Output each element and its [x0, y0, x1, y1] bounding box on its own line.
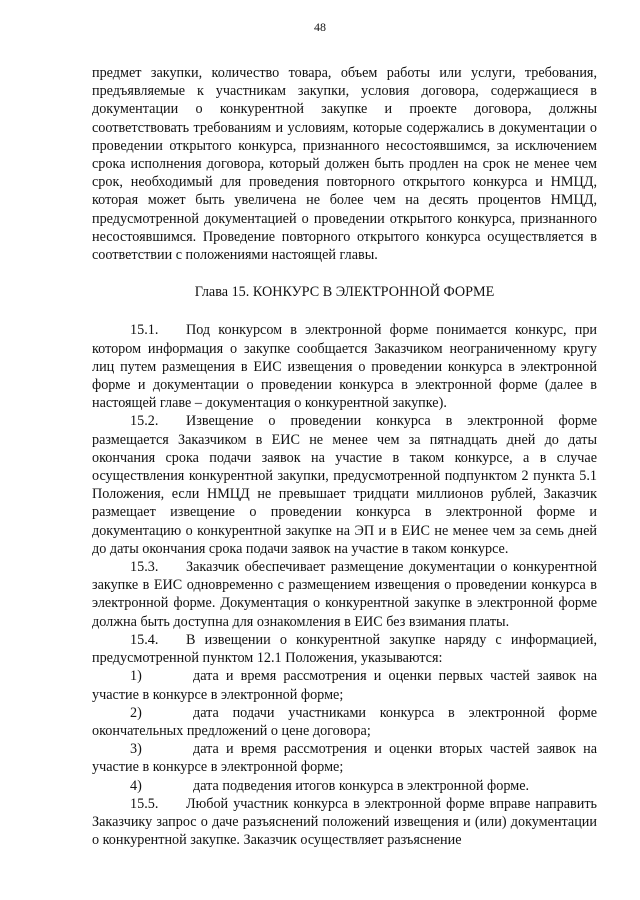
page-number: 48 [314, 20, 326, 34]
document-body [92, 64, 597, 849]
list-item [92, 667, 597, 703]
list-item-text: дата подведения итогов конкурса в электронной форме. [193, 777, 530, 794]
list-item-number: 3) [130, 741, 142, 758]
list-item [92, 704, 597, 740]
clause-15-4 [92, 631, 597, 667]
clause-15-2 [92, 412, 597, 558]
intro-paragraph: предмет закупки, количество товара, объем работы или услуги, требования, предъявляемые к участникам закупки, условия договора, содержащиеся в документации о конкурентной закупке и проекте договора, должны соответствовать требованиям и условиям, которые содержались в документации о проведении открытого конкурса, признанного несостоявшимся, за исключением срока исполнения договора, который должен быть продлен на срок не менее чем срок, необходимый для проведения повторного открытого конкурса и НМЦД, которая может быть увеличена не более чем на десять процентов НМЦД, предусмотренной документацией о проведении открытого конкурса, признанного несостоявшимся. Проведение повторного открытого конкурса осуществляется в соответствии с положениями настоящей главы. [92, 65, 597, 264]
list-item-text: дата и время рассмотрения и оценки первых частей заявок на участие в конкурсе в электронной форме; [92, 668, 597, 703]
clause-number: 15.5. [130, 795, 159, 812]
clause-text: Под конкурсом в электронной форме понимается конкурс, при котором информация о закупке сообщается Заказчиком неограниченному кругу лиц путем размещения в ЕИС извещения о проведении конкурса в электронной форме и документации о проведении конкурса в электронной форме (далее в настоящей главе – документация о конкурентной закупке). [92, 322, 597, 412]
clause-number: 15.4. [130, 631, 159, 648]
list-item-number: 4) [130, 777, 142, 794]
list-item-number: 1) [130, 668, 142, 685]
clause-number: 15.3. [130, 559, 159, 576]
clause-text: Заказчик обеспечивает размещение документации о конкурентной закупке в ЕИС одновременно с размещением извещения о проведении конкурса в электронной форме. Документация о конкурентной закупке в электронной форме должна быть доступна для ознакомления в ЕИС без взимания платы. [92, 559, 597, 630]
clause-15-5 [92, 795, 597, 850]
list-item-text: дата подачи участниками конкурса в электронной форме окончательных предложений о цене договора; [92, 704, 597, 739]
clause-text: Любой участник конкурса в электронной форме вправе направить Заказчику запрос о даче разъяснений положений извещения и (или) документации о конкурентной закупке. Заказчик осуществляет разъяснение [92, 795, 597, 849]
list-item [92, 740, 597, 776]
clause-text: В извещении о конкурентной закупке наряду с информацией, предусмотренной пунктом 12.1 Положения, указываются: [92, 631, 597, 667]
list-item-number: 2) [130, 704, 142, 721]
clause-15-1 [92, 321, 597, 412]
clause-number: 15.2. [130, 413, 159, 430]
clause-15-3 [92, 558, 597, 631]
clause-text: Извещение о проведении конкурса в электронной форме размещается Заказчиком в ЕИС не менее чем за пятнадцать дней до даты окончания срока подачи заявок на участие в таком конкурсе, а в случае осуществления конкурентной закупки, предусмотренной подпунктом 2 пункта 5.1 Положения, если НМЦД не превышает тридцати миллионов рублей, Заказчик размещает извещение о проведении конкурса в электронной форме и документацию о конкурентной закупке на ЭП и в ЕИС не менее чем за семь дней до даты окончания срока подачи заявок на участие в таком конкурсе. [92, 413, 597, 557]
list-item [92, 777, 597, 795]
chapter-title: Глава 15. КОНКУРС В ЭЛЕКТРОННОЙ ФОРМЕ [194, 284, 495, 301]
clause-number: 15.1. [130, 322, 159, 339]
list-item-text: дата и время рассмотрения и оценки вторых частей заявок на участие в конкурсе в электронной форме; [92, 741, 597, 776]
